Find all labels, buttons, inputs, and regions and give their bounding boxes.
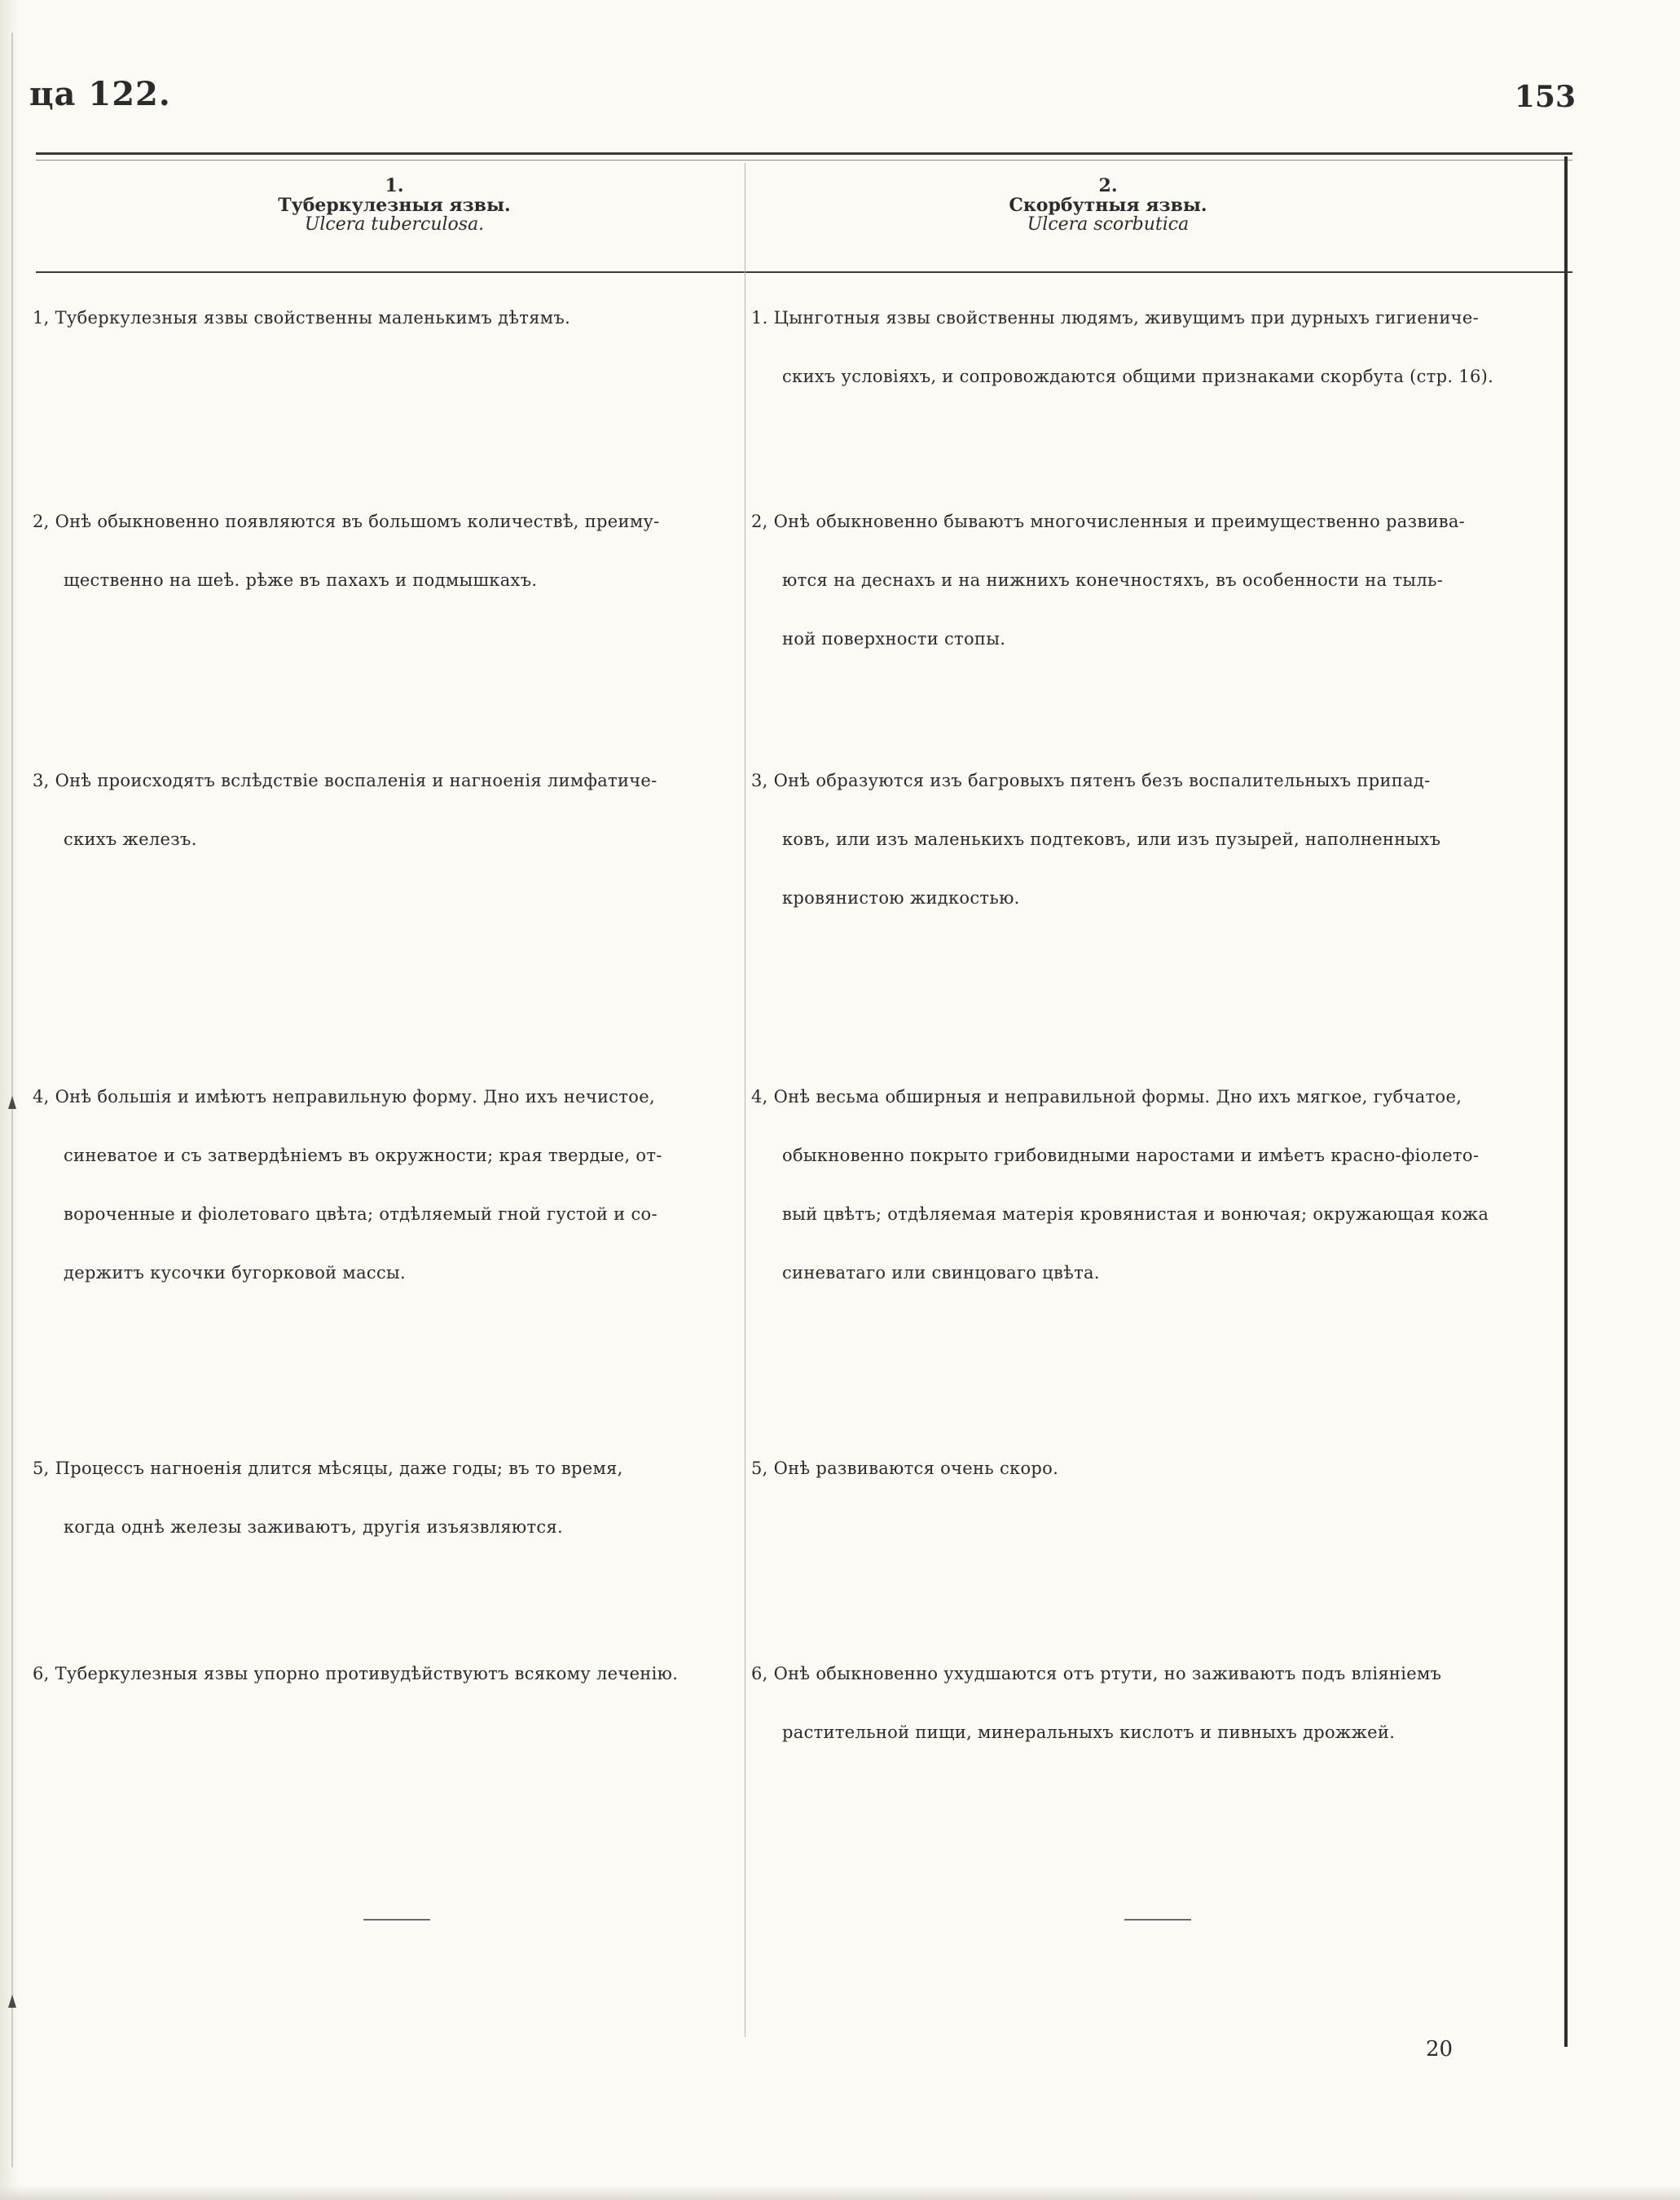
entry-line: вый цвѣтъ; отдѣляемая матерiя кровянистая и вонючая; окружающая кожа xyxy=(782,1204,1489,1224)
entry-line: скихъ железъ. xyxy=(64,829,197,849)
end-dash xyxy=(1124,1919,1191,1921)
entry-line: 5, Онѣ развиваются очень скоро. xyxy=(751,1459,1059,1478)
entry-left-3 xyxy=(33,751,733,869)
header-rule xyxy=(36,271,1572,273)
entry-left-5 xyxy=(33,1439,733,1556)
entry-line: 2, Онѣ обыкновенно бываютъ многочисленныя и преимущественно развива- xyxy=(751,512,1466,531)
entry-right-4 xyxy=(751,1067,1489,1302)
entry-line: скихъ условiяхъ, и сопровождаются общими признаками скорбута (стр. 16). xyxy=(782,367,1494,386)
page-number: 153 xyxy=(1514,80,1576,114)
entry-left-1 xyxy=(33,288,733,347)
entry-line: синеватаго или свинцоваго цвѣта. xyxy=(782,1263,1100,1283)
entry-line: 1, Туберкулезныя язвы свойственны маленькимъ дѣтямъ. xyxy=(33,308,571,328)
entry-line: кровянистою жидкостью. xyxy=(782,888,1020,908)
entry-line: щественно на шеѣ. рѣже въ пахахъ и подмышкахъ. xyxy=(64,570,538,590)
entry-line: 5, Процессъ нагноенiя длится мѣсяцы, даже годы; въ то время, xyxy=(33,1459,623,1478)
column-title-la: Ulcera scorbutica xyxy=(1027,214,1190,235)
entry-line: ковъ, или изъ маленькихъ подтековъ, или изъ пузырей, наполненныхъ xyxy=(782,829,1441,849)
table-right-border xyxy=(1564,156,1568,2047)
entry-left-6 xyxy=(33,1644,733,1703)
entry-left-2 xyxy=(33,492,733,609)
entry-line: растительной пищи, минеральныхъ кислотъ и пивныхъ дрожжей. xyxy=(782,1723,1396,1742)
entry-line: 4, Онѣ весьма обширныя и неправильной формы. Дно ихъ мягкое, губчатое, xyxy=(751,1087,1462,1107)
entry-right-1 xyxy=(751,288,1494,406)
column-header-scorbutica xyxy=(758,176,1458,235)
entry-right-6 xyxy=(751,1644,1452,1762)
column-title-ru: Скорбутныя язвы. xyxy=(1009,195,1207,216)
page-edge-left xyxy=(0,0,21,2200)
entry-line: держитъ кусочки бугорковой массы. xyxy=(64,1263,406,1283)
column-number: 2. xyxy=(1098,175,1118,196)
page-edge-bottom xyxy=(0,2185,1680,2200)
column-number: 1. xyxy=(385,175,404,196)
entry-line: ются на деснахъ и на нижнихъ конечностяхъ, въ особенности на тыль- xyxy=(782,570,1444,590)
signature-mark: 20 xyxy=(1426,2037,1454,2061)
top-rule xyxy=(36,152,1572,155)
column-title-ru: Туберкулезныя язвы. xyxy=(278,195,511,216)
entry-line: 6, Туберкулезныя язвы упорно противудѣйствуютъ всякому леченiю. xyxy=(33,1664,679,1683)
column-title-la: Ulcera tuberculosa. xyxy=(304,214,485,235)
entry-line: 3, Онѣ происходятъ вслѣдствiе воспаленiя и нагноенiя лимфатиче- xyxy=(33,771,657,790)
entry-line: когда однѣ железы заживаютъ, другiя изъязвляются. xyxy=(64,1517,563,1537)
entry-line: обыкновенно покрыто грибовидными наростами и имѣетъ красно-фiолето- xyxy=(782,1146,1480,1165)
entry-right-3 xyxy=(751,751,1452,927)
end-dash xyxy=(363,1919,430,1921)
top-rule-thin xyxy=(36,160,1572,161)
entry-line: 3, Онѣ образуются изъ багровыхъ пятенъ безъ воспалительныхъ припад- xyxy=(751,771,1431,790)
entry-right-5 xyxy=(751,1439,1452,1498)
entry-line: ной поверхности стопы. xyxy=(782,629,1006,649)
running-head: ца 122. xyxy=(29,75,171,113)
entry-line: синеватое и съ затвердѣнiемъ въ окружности; края твердые, от- xyxy=(64,1146,662,1165)
entry-line: 6, Онѣ обыкновенно ухудшаются отъ ртути, но заживаютъ подъ влiянiемъ xyxy=(751,1664,1442,1683)
entry-line: 4, Онѣ большiя и имѣютъ неправильную форму. Дно ихъ нечистое, xyxy=(33,1087,655,1107)
entry-line: 2, Онѣ обыкновенно появляются въ большомъ количествѣ, преиму- xyxy=(33,512,660,531)
entry-line: вороченные и фiолетоваго цвѣта; отдѣляемый гной густой и со- xyxy=(64,1204,657,1224)
entry-right-2 xyxy=(751,492,1466,668)
column-header-tuberculosa xyxy=(44,176,745,235)
entry-line: 1. Цынготныя язвы свойственны людямъ, живущимъ при дурныхъ гигиениче- xyxy=(751,308,1479,328)
entry-left-4 xyxy=(33,1067,733,1302)
